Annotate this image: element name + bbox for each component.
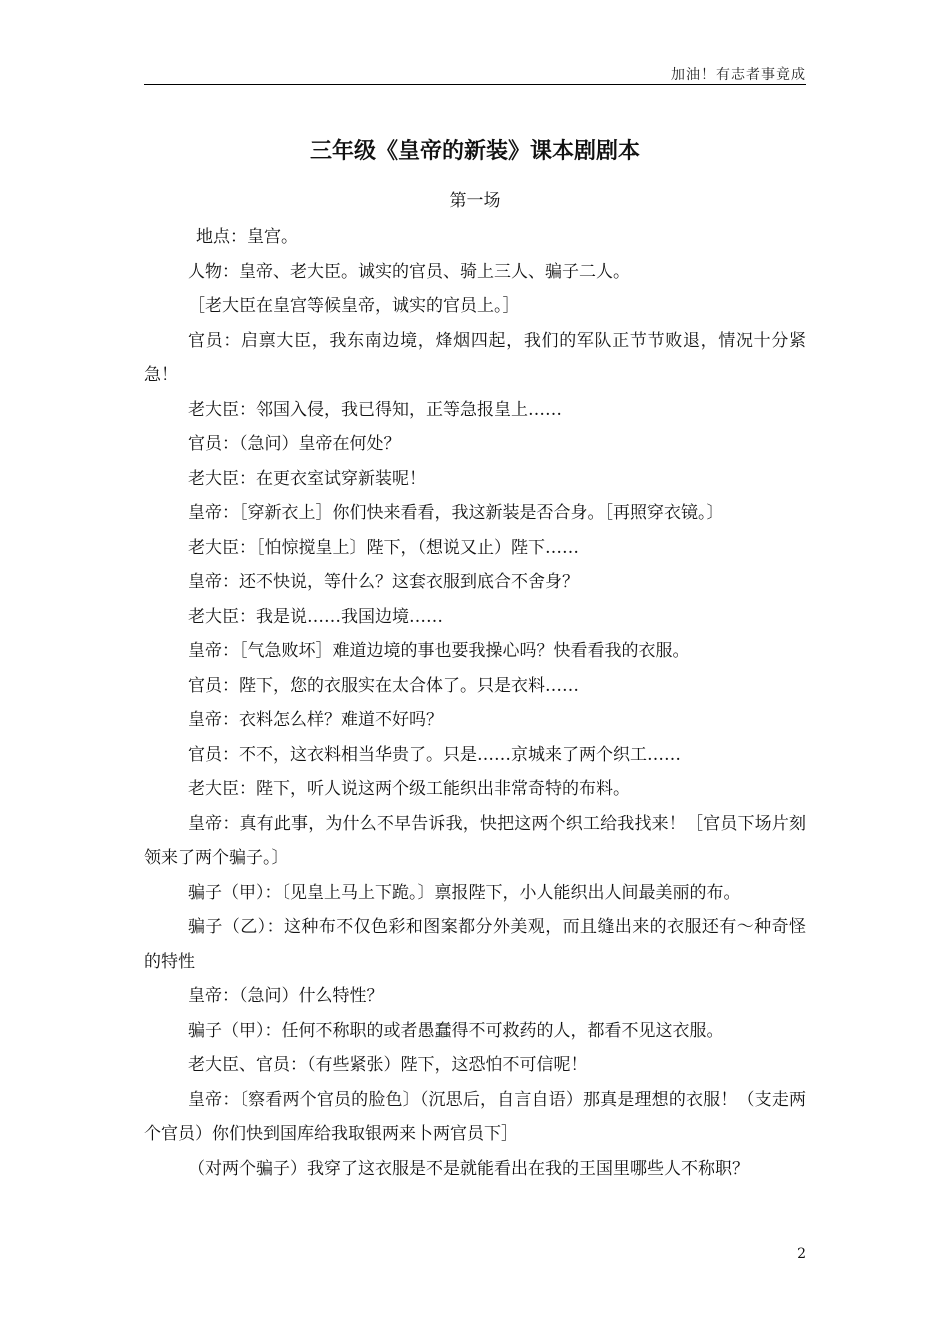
header-divider <box>144 84 806 85</box>
script-body <box>144 220 806 1186</box>
script-line: 皇帝：还不快说，等什么？这套衣服到底合不舍身？ <box>188 572 579 592</box>
script-line: 骗子（甲）：〔见皇上马上下跪。〕禀报陛下，小人能织出人间最美丽的布。 <box>188 882 741 903</box>
script-line: 皇帝：［穿新衣上］你们快来看看，我这新装是否合身。［再照穿衣镜。〕 <box>188 503 724 523</box>
script-line: 官员：不不，这衣料相当华贵了。只是……京城来了两个织工…… <box>188 744 681 765</box>
running-header: 加油！有志者事竟成 <box>671 67 806 83</box>
script-line: （对两个骗子）我穿了这衣服是不是就能看出在我的王国里哪些人不称职？ <box>188 1158 749 1179</box>
script-line: 人物：皇帝、老大臣。诚实的官员、骑上三人、骗子二人。 <box>188 261 630 282</box>
script-line: 老大臣：陛下，听人说这两个级工能织出非常奇特的布料。 <box>188 779 630 799</box>
script-line: 老大臣：邻国入侵，我已得知，正等急报皇上…… <box>188 399 562 420</box>
page-number: 2 <box>797 1246 806 1262</box>
script-line: 官员：启禀大臣，我东南边境，烽烟四起，我们的军队正节节败退，情况十分紧急！ <box>144 330 806 385</box>
script-line: 皇帝：衣料怎么样？难道不好吗？ <box>188 710 443 730</box>
script-line: 皇帝：〔察看两个官员的脸色〕（沉思后，自言自语）那真是理想的衣服！（支走两个官员）你们快到国库给我取银两来卜两官员下］ <box>144 1089 806 1144</box>
script-line: 骗子（乙）：这种布不仅色彩和图案都分外美观，而且缝出来的衣服还有～种奇怪的特性 <box>144 917 806 972</box>
script-line: 老大臣、官员：（有些紧张）陛下，这恐怕不可信呢！ <box>188 1055 588 1075</box>
script-line: 老大臣：我是说……我国边境…… <box>188 606 443 627</box>
script-line: 皇帝：真有此事，为什么不早告诉我，快把这两个织工给我找来！［官员下场片刻领来了两个骗子。〕 <box>144 813 806 868</box>
script-line: 骗子（甲）：任何不称职的或者愚蠢得不可救药的人，都看不见这衣服。 <box>188 1020 724 1041</box>
script-line: 地点：皇宫。 <box>196 227 298 247</box>
script-line: 老大臣：［怕惊搅皇上〕陛下，（想说又止）陛下…… <box>188 537 579 558</box>
script-line: 老大臣：在更衣室试穿新装呢！ <box>188 468 426 489</box>
script-line: 官员：（急问）皇帝在何处？ <box>188 434 401 454</box>
script-line: 皇帝：（急问）什么特性？ <box>188 986 384 1006</box>
scene-heading: 第一场 <box>449 191 501 211</box>
script-line: 官员：陛下，您的衣服实在太合体了。只是衣料…… <box>188 675 579 696</box>
script-line: ［老大臣在皇宫等候皇帝，诚实的官员上。］ <box>188 296 520 316</box>
document-title: 三年级《皇帝的新装》课本剧剧本 <box>309 139 640 164</box>
script-line: 皇帝：［气急败坏］难道边境的事也要我操心吗？快看看我的衣服。 <box>188 641 690 661</box>
